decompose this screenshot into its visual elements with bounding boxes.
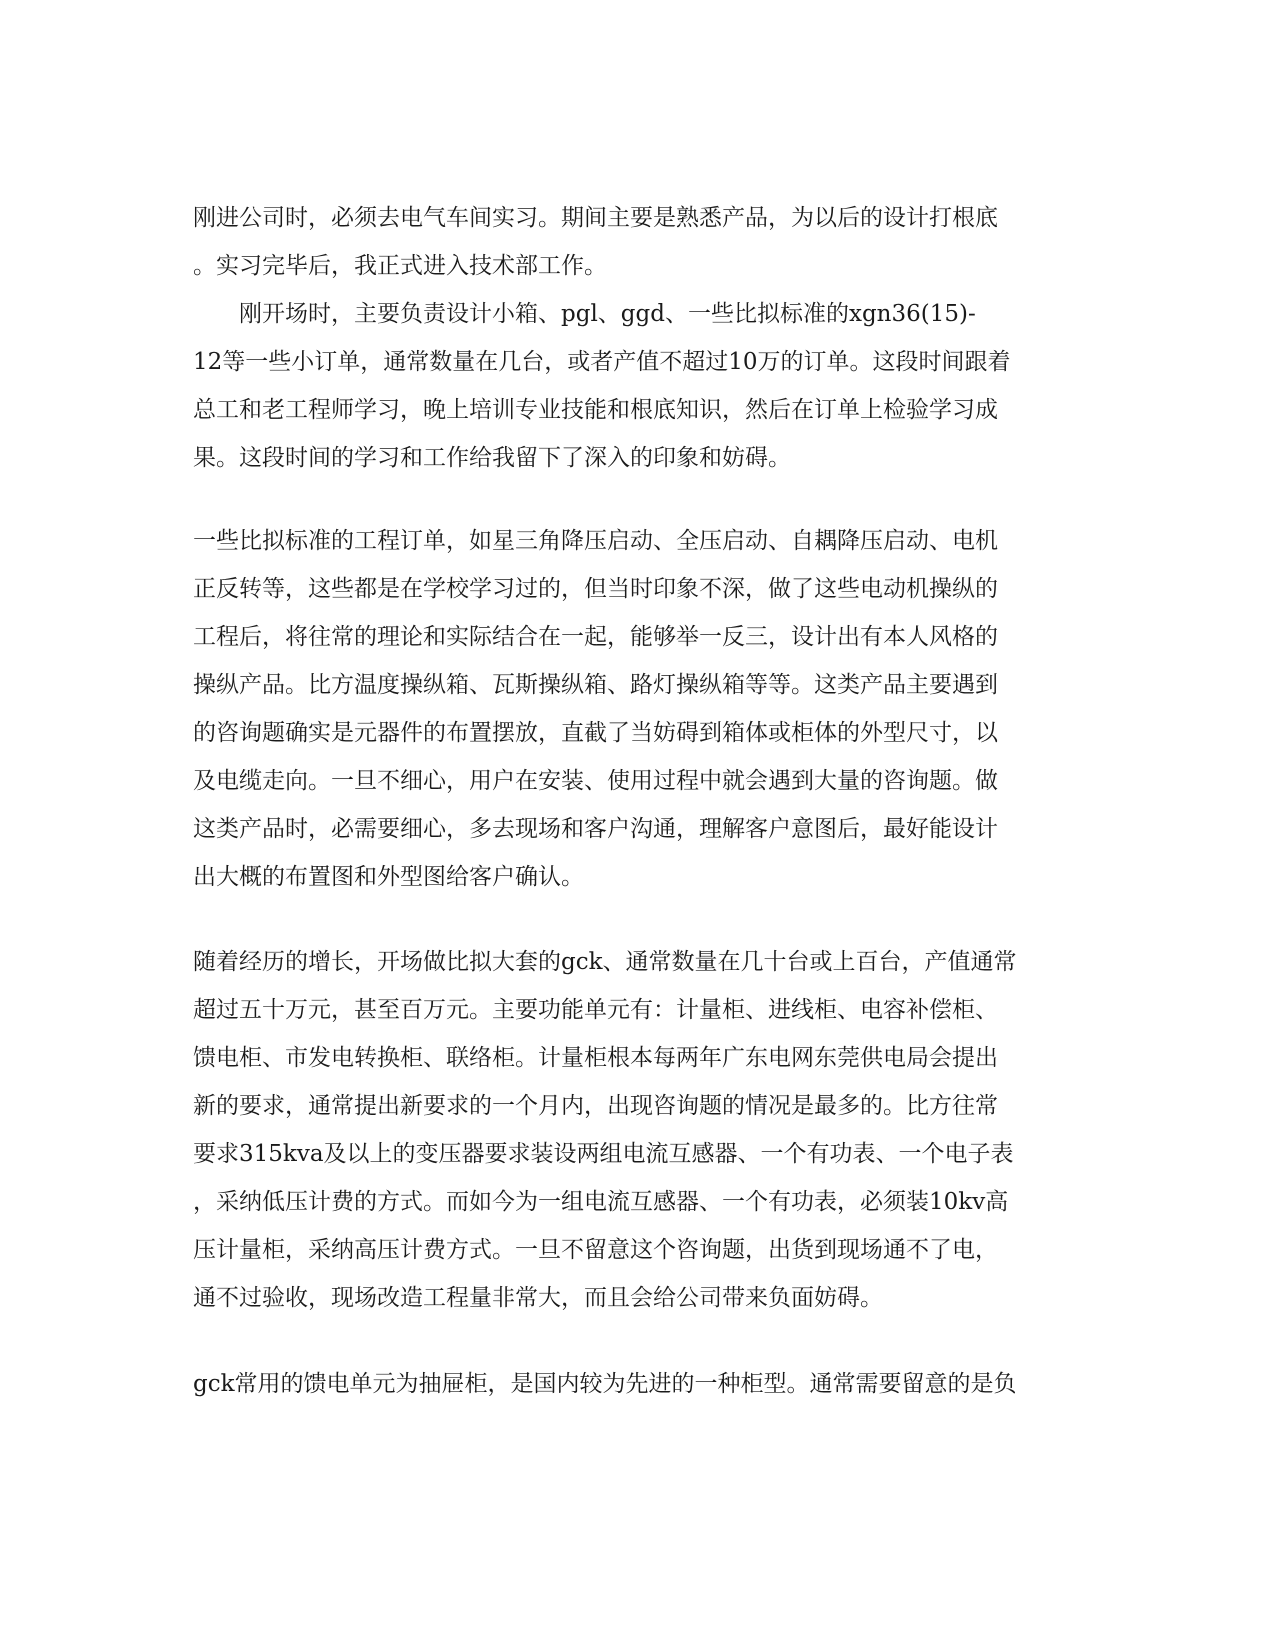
paragraph-line: 刚进公司时，必须去电气车间实习。期间主要是熟悉产品，为以后的设计打根底 — [193, 205, 998, 231]
paragraph-line: 要求315kva及以上的变压器要求装设两组电流互感器、一个有功表、一个电子表 — [193, 1141, 1014, 1167]
paragraph-line: 及电缆走向。一旦不细心，用户在安装、使用过程中就会遇到大量的咨询题。做 — [193, 768, 998, 794]
paragraph-line: gck常用的馈电单元为抽屉柜，是国内较为先进的一种柜型。通常需要留意的是负 — [193, 1371, 1017, 1397]
paragraph-line: 刚开场时，主要负责设计小箱、pgl、ggd、一些比拟标准的xgn36(15)- — [239, 301, 976, 327]
paragraph-line: 一些比拟标准的工程订单，如星三角降压启动、全压启动、自耦降压启动、电机 — [193, 528, 998, 554]
paragraph-line: 工程后，将往常的理论和实际结合在一起，能够举一反三，设计出有本人风格的 — [193, 624, 998, 650]
paragraph-line: 新的要求，通常提出新要求的一个月内，出现咨询题的情况是最多的。比方往常 — [193, 1093, 998, 1119]
paragraph-line: 这类产品时，必需要细心，多去现场和客户沟通，理解客户意图后，最好能设计 — [193, 816, 998, 842]
paragraph-line: 通不过验收，现场改造工程量非常大，而且会给公司带来负面妨碍。 — [193, 1285, 883, 1311]
paragraph-line: 超过五十万元，甚至百万元。主要功能单元有：计量柜、进线柜、电容补偿柜、 — [193, 997, 998, 1023]
paragraph-line: 。实习完毕后，我正式进入技术部工作。 — [193, 253, 607, 279]
paragraph-line: ，采纳低压计费的方式。而如今为一组电流互感器、一个有功表，必须装10kv高 — [193, 1189, 1009, 1215]
paragraph-4 — [193, 938, 1083, 1322]
paragraph-line: 正反转等，这些都是在学校学习过的，但当时印象不深，做了这些电动机操纵的 — [193, 576, 998, 602]
paragraph-line: 压计量柜，采纳高压计费方式。一旦不留意这个咨询题，出货到现场通不了电， — [193, 1237, 998, 1263]
paragraph-line: 馈电柜、市发电转换柜、联络柜。计量柜根本每两年广东电网东莞供电局会提出 — [193, 1045, 998, 1071]
paragraph-1 — [193, 194, 1083, 290]
paragraph-5 — [193, 1360, 1083, 1408]
paragraph-line: 果。这段时间的学习和工作给我留下了深入的印象和妨碍。 — [193, 445, 791, 471]
paragraph-line: 操纵产品。比方温度操纵箱、瓦斯操纵箱、路灯操纵箱等等。这类产品主要遇到 — [193, 672, 998, 698]
paragraph-2 — [193, 290, 1083, 482]
paragraph-3 — [193, 517, 1083, 901]
paragraph-line: 总工和老工程师学习，晚上培训专业技能和根底知识，然后在订单上检验学习成 — [193, 397, 998, 423]
paragraph-line: 随着经历的增长，开场做比拟大套的gck、通常数量在几十台或上百台，产值通常 — [193, 949, 1017, 975]
paragraph-line: 12等一些小订单，通常数量在几台，或者产值不超过10万的订单。这段时间跟着 — [193, 349, 1011, 375]
paragraph-line: 的咨询题确实是元器件的布置摆放，直截了当妨碍到箱体或柜体的外型尺寸，以 — [193, 720, 998, 746]
paragraph-line: 出大概的布置图和外型图给客户确认。 — [193, 864, 584, 890]
